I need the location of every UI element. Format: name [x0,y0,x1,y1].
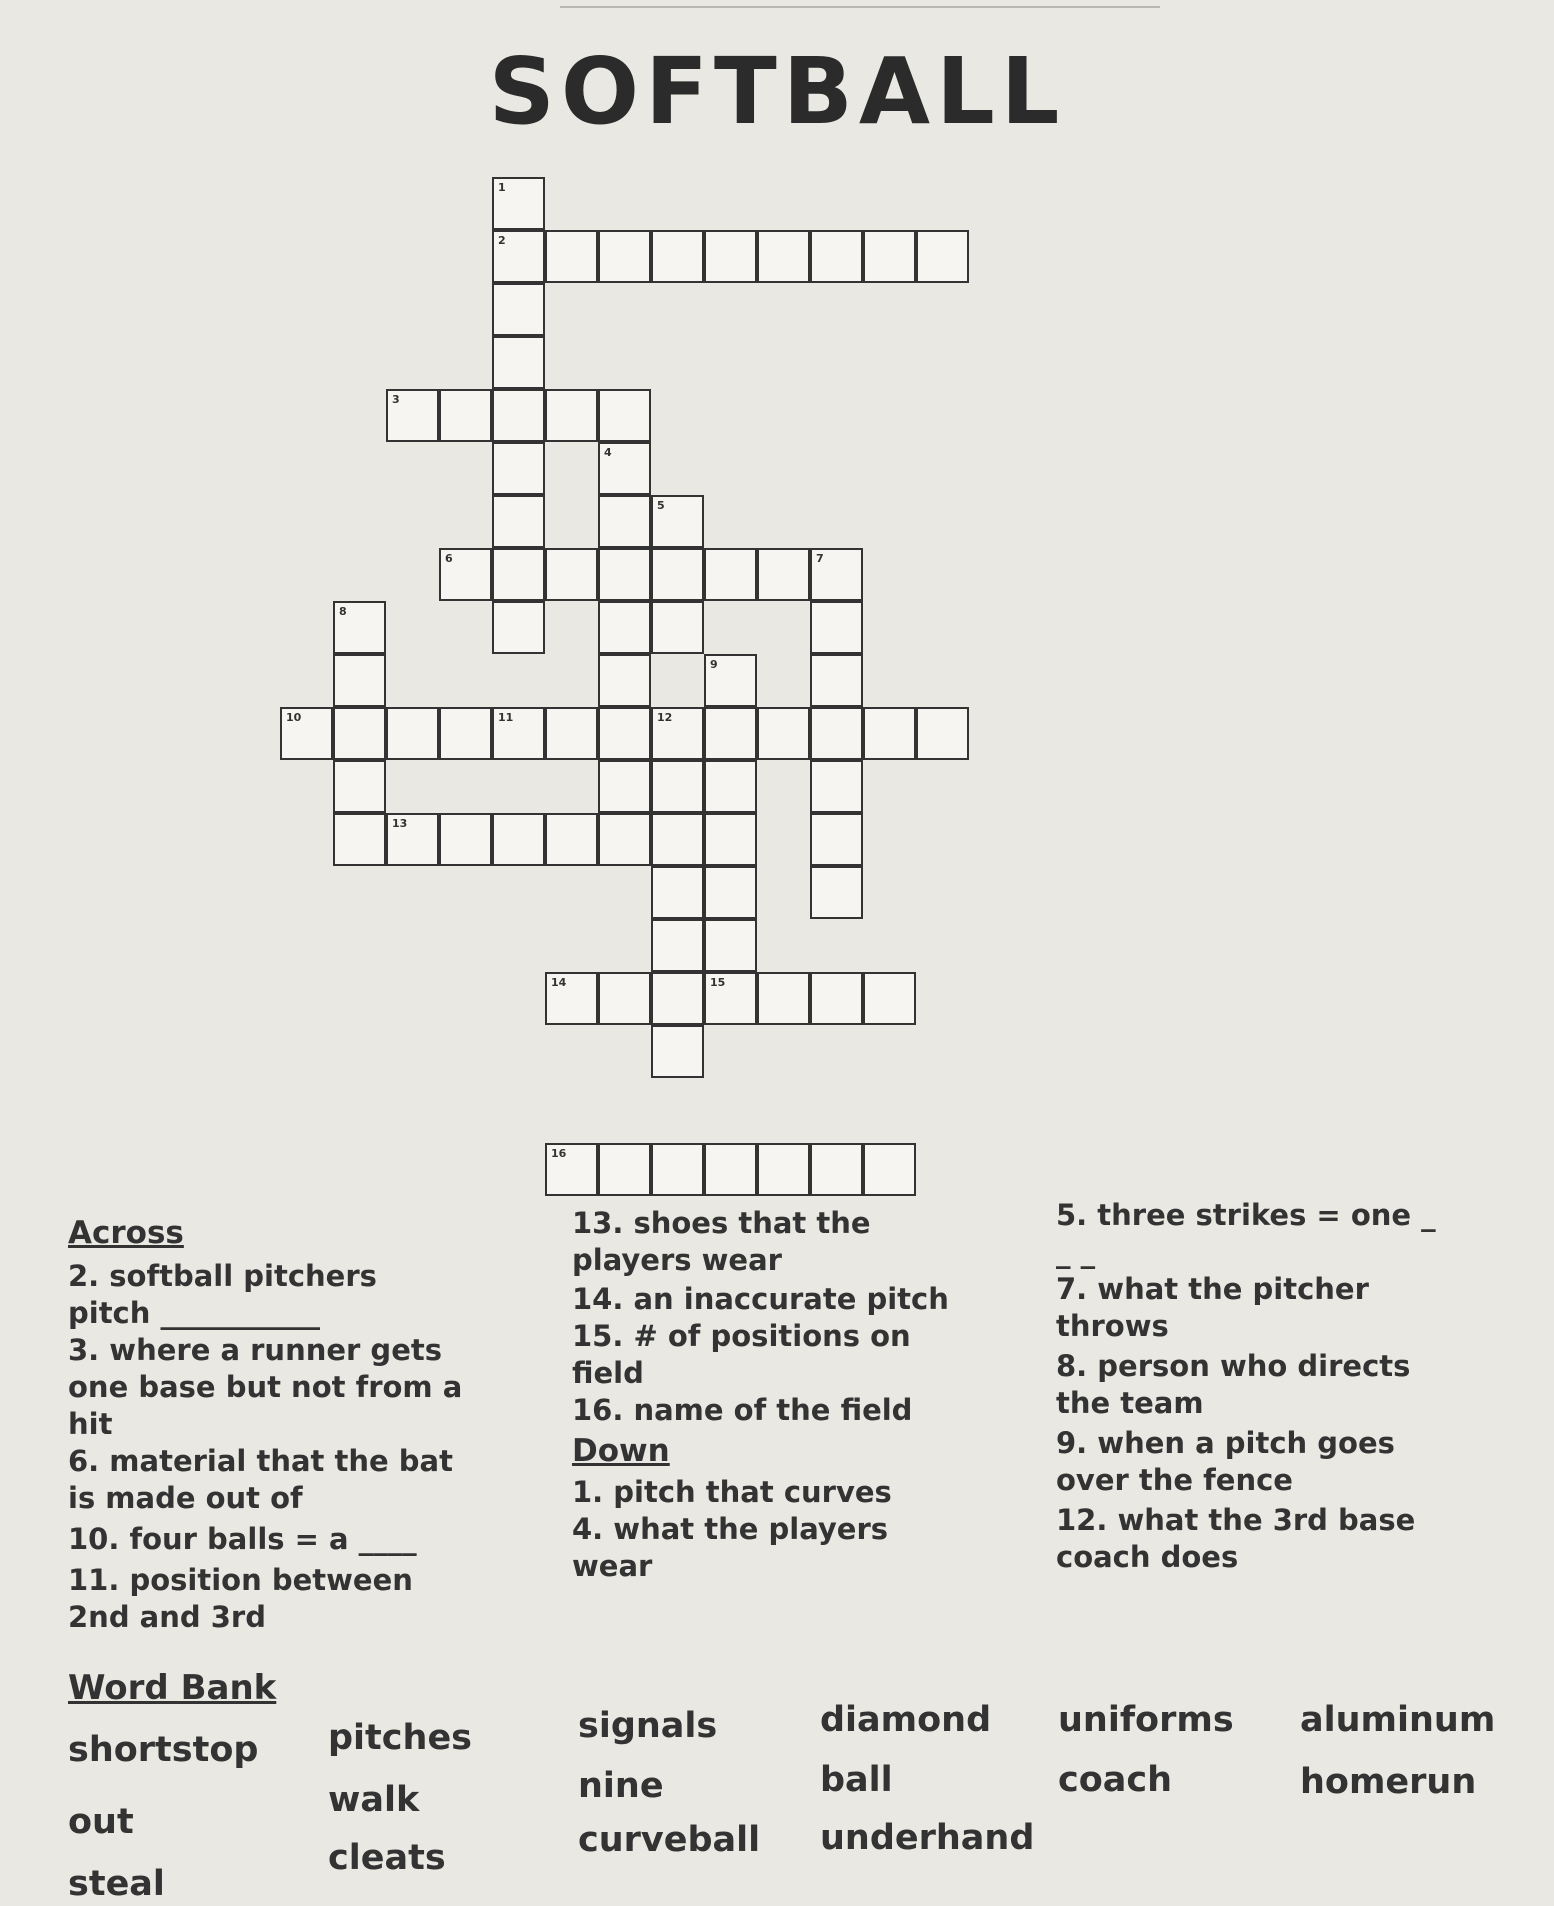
word-bank-item: ball [820,1760,893,1800]
grid-cell[interactable] [333,654,386,707]
clue-number: 10 [286,711,302,724]
grid-cell[interactable] [810,654,863,707]
middle-clues [572,1205,949,1585]
grid-cell[interactable] [757,1143,810,1196]
clue-across-16: 16. name of the field [572,1393,913,1427]
grid-cell[interactable] [704,548,757,601]
clue-down-9-line2: over the fence [1056,1463,1293,1497]
grid-cell[interactable] [863,972,916,1025]
grid-cell[interactable] [492,283,545,336]
clue-down-12-line2: coach does [1056,1540,1239,1574]
word-bank-item: pitches [328,1718,473,1758]
clue-down-4-line2: wear [572,1549,653,1583]
grid-cell[interactable] [651,866,704,919]
clue-number: 6 [445,552,453,565]
clue-number: 4 [604,446,612,459]
word-bank-item: diamond [820,1700,992,1740]
word-bank-item: nine [578,1766,664,1806]
grid-cell[interactable] [598,813,651,866]
grid-cell[interactable] [704,230,757,283]
grid-cell[interactable] [704,760,757,813]
clue-number: 7 [816,552,824,565]
grid-cell[interactable] [492,495,545,548]
grid-cell[interactable] [757,230,810,283]
grid-cell[interactable] [439,813,492,866]
word-bank-item: aluminum [1300,1700,1496,1740]
grid-cell[interactable] [810,601,863,654]
grid-cell[interactable] [333,601,386,654]
word-bank-item: signals [578,1706,718,1746]
clue-number: 1 [498,181,506,194]
grid-cell[interactable] [598,972,651,1025]
grid-cell[interactable] [863,1143,916,1196]
grid-cell[interactable] [492,707,545,760]
grid-cell[interactable] [545,707,598,760]
word-bank-item: underhand [820,1818,1035,1858]
word-bank-item: coach [1058,1760,1173,1800]
grid-cell[interactable] [704,919,757,972]
grid-cell[interactable] [333,707,386,760]
grid-cell[interactable] [704,654,757,707]
clue-number: 9 [710,658,718,671]
grid-cell[interactable] [810,760,863,813]
clue-down-8-line1: 8. person who directs [1056,1349,1411,1383]
grid-cell[interactable] [704,1143,757,1196]
grid-cell[interactable] [651,230,704,283]
word-bank-item: steal [68,1864,165,1904]
right-clues [1056,1197,1436,1576]
clue-across-6-line1: 6. material that the bat [68,1444,453,1478]
grid-cell[interactable] [333,760,386,813]
grid-cell[interactable] [492,389,545,442]
grid-cell[interactable] [386,707,439,760]
down-heading: Down [572,1433,670,1469]
grid-cell[interactable] [492,336,545,389]
grid-cell[interactable] [916,230,969,283]
grid-cell[interactable] [545,972,598,1025]
grid-cell[interactable] [651,495,704,548]
word-bank-item: shortstop [68,1730,259,1770]
clue-number: 12 [657,711,673,724]
clue-number: 8 [339,605,347,618]
clue-number: 13 [392,817,408,830]
grid-cell[interactable] [545,813,598,866]
grid-cell[interactable] [651,707,704,760]
grid-cell[interactable] [810,972,863,1025]
clue-across-3-line2: one base but not from a [68,1370,463,1404]
grid-cell[interactable] [651,919,704,972]
grid-cell[interactable] [704,972,757,1025]
grid-cell[interactable] [386,389,439,442]
grid-cell[interactable] [598,707,651,760]
grid-cell[interactable] [704,707,757,760]
grid-cell[interactable] [280,707,333,760]
grid-cell[interactable] [651,972,704,1025]
clue-across-13-line2: players wear [572,1243,782,1277]
word-bank-item: out [68,1802,134,1842]
grid-cell[interactable] [333,813,386,866]
clue-across-14: 14. an inaccurate pitch [572,1282,949,1316]
grid-cell[interactable] [810,813,863,866]
word-bank-heading: Word Bank [68,1668,277,1708]
grid-cell[interactable] [439,707,492,760]
grid-cell[interactable] [704,866,757,919]
grid-cell[interactable] [598,1143,651,1196]
clue-down-7-line2: throws [1056,1309,1169,1343]
clue-across-11-line1: 11. position between [68,1563,413,1597]
clue-number: 15 [710,976,726,989]
clue-down-4-line1: 4. what the players [572,1512,889,1546]
clue-down-5-line1: 5. three strikes = one _ [1056,1198,1436,1232]
grid-cell[interactable] [545,389,598,442]
grid-cell[interactable] [492,548,545,601]
grid-cell[interactable] [651,601,704,654]
grid-cell[interactable] [757,548,810,601]
word-bank-item: walk [328,1780,420,1820]
grid-cell[interactable] [598,654,651,707]
grid-cell[interactable] [810,548,863,601]
grid-cell[interactable] [598,495,651,548]
grid-cell[interactable] [916,707,969,760]
grid-cell[interactable] [651,760,704,813]
clue-down-8-line2: the team [1056,1386,1204,1420]
grid-cell[interactable] [492,442,545,495]
grid-cell[interactable] [810,230,863,283]
grid-cell[interactable] [545,548,598,601]
grid-cell[interactable] [598,760,651,813]
grid-cell[interactable] [863,707,916,760]
clue-across-11-line2: 2nd and 3rd [68,1600,266,1634]
grid-cell[interactable] [439,548,492,601]
grid-cell[interactable] [598,442,651,495]
clue-across-6-line2: is made out of [68,1481,303,1515]
clue-down-7-line1: 7. what the pitcher [1056,1272,1369,1306]
grid-cell[interactable] [545,1143,598,1196]
grid-cell[interactable] [598,548,651,601]
clue-across-13-line1: 13. shoes that the [572,1206,871,1240]
clue-down-5-line2: _ _ [1056,1235,1096,1269]
clue-number: 2 [498,234,506,247]
across-heading: Across [68,1215,184,1251]
clue-down-12-line1: 12. what the 3rd base [1056,1503,1416,1537]
grid-cell[interactable] [757,972,810,1025]
clue-across-2-line2: pitch ___________ [68,1296,320,1330]
grid-cell[interactable] [651,1143,704,1196]
clue-down-9-line1: 9. when a pitch goes [1056,1426,1395,1460]
word-bank-item: cleats [328,1838,446,1878]
paper-edge-line [560,6,1160,8]
grid-cell[interactable] [545,230,598,283]
clue-number: 16 [551,1147,567,1160]
grid-cell[interactable] [598,601,651,654]
grid-cell[interactable] [651,1025,704,1078]
clue-number: 14 [551,976,567,989]
grid-cell[interactable] [704,813,757,866]
grid-cell[interactable] [810,1143,863,1196]
clue-number: 11 [498,711,514,724]
clue-number: 5 [657,499,665,512]
grid-cell[interactable] [492,177,545,230]
clue-across-3-line3: hit [68,1407,113,1441]
grid-cell[interactable] [492,813,545,866]
clue-across-2-line1: 2. softball pitchers [68,1259,377,1293]
clue-across-15-line2: field [572,1356,644,1390]
grid-cell[interactable] [386,813,439,866]
grid-cell[interactable] [598,230,651,283]
clue-across-15-line1: 15. # of positions on [572,1319,911,1353]
grid-cell[interactable] [492,601,545,654]
across-clues [68,1215,462,1636]
clue-down-1: 1. pitch that curves [572,1475,892,1509]
clue-across-3-line1: 3. where a runner gets [68,1333,442,1367]
grid-cell[interactable] [863,230,916,283]
clue-across-10: 10. four balls = a ____ [68,1522,417,1556]
page-title: SOFTBALL [488,38,1066,145]
word-bank-item: homerun [1300,1762,1477,1802]
grid-cell[interactable] [810,866,863,919]
word-bank-item: curveball [578,1820,761,1860]
grid-cell[interactable] [439,389,492,442]
grid-cell[interactable] [492,230,545,283]
grid-cell[interactable] [598,389,651,442]
word-bank-item: uniforms [1058,1700,1234,1740]
grid-cell[interactable] [810,707,863,760]
clue-number: 3 [392,393,400,406]
grid-cell[interactable] [757,707,810,760]
grid-cell[interactable] [651,813,704,866]
grid-cell[interactable] [651,548,704,601]
